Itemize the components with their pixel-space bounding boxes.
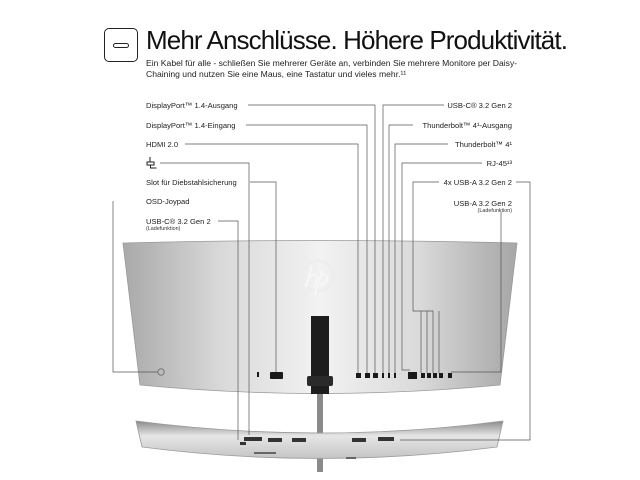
label-usba-4x: 4x USB-A 3.2 Gen 2	[443, 178, 512, 187]
label-usbc-left: USB-C® 3.2 Gen 2	[146, 217, 211, 226]
label-usbc-right: USB-C® 3.2 Gen 2	[447, 101, 512, 110]
label-displayport-in: DisplayPort™ 1.4-Eingang	[146, 121, 236, 130]
label-thunderbolt-out: Thunderbolt™ 4¹-Ausgang	[422, 121, 512, 130]
rj45-port	[408, 372, 417, 379]
label-thunderbolt: Thunderbolt™ 4¹	[455, 140, 512, 149]
usba-port-2	[427, 373, 431, 378]
page-title: Mehr Anschlüsse. Höhere Produktivität.	[146, 25, 568, 55]
label-usba-charging: USB-A 3.2 Gen 2	[453, 199, 512, 208]
label-usbc-left-sub: (Ladefunktion)	[146, 226, 181, 232]
usba-port-1	[421, 373, 425, 378]
power-icon	[147, 157, 157, 168]
displayport-out	[373, 373, 378, 378]
thunderbolt-out-port	[388, 373, 390, 378]
usbc-port-right	[382, 373, 384, 378]
usbc-port-left	[257, 372, 259, 377]
usba-port-3	[433, 373, 437, 378]
displayport-in	[365, 373, 370, 378]
page-subtitle: Ein Kabel für alle - schließen Sie mehrerer Geräte an, verbinden Sie mehrere Monitore per Daisy-Chaining und nutzen Sie eine Maus, eine Tastatur und vieles mehr.¹¹	[146, 58, 518, 79]
label-rj45: RJ-45¹³	[486, 159, 512, 168]
label-osd-joypad: OSD-Joypad	[146, 197, 190, 206]
hdmi-port	[356, 373, 361, 378]
label-hdmi: HDMI 2.0	[146, 140, 179, 149]
usba-port-charging	[448, 373, 452, 378]
thunderbolt-port	[394, 373, 396, 378]
security-slot	[270, 372, 283, 379]
label-security-slot: Slot für Diebstahlsicherung	[146, 178, 237, 187]
usba-port-4	[439, 373, 443, 378]
label-usba-charging-sub: (Ladefunktion)	[477, 208, 512, 214]
label-displayport-out: DisplayPort™ 1.4-Ausgang	[146, 101, 238, 110]
